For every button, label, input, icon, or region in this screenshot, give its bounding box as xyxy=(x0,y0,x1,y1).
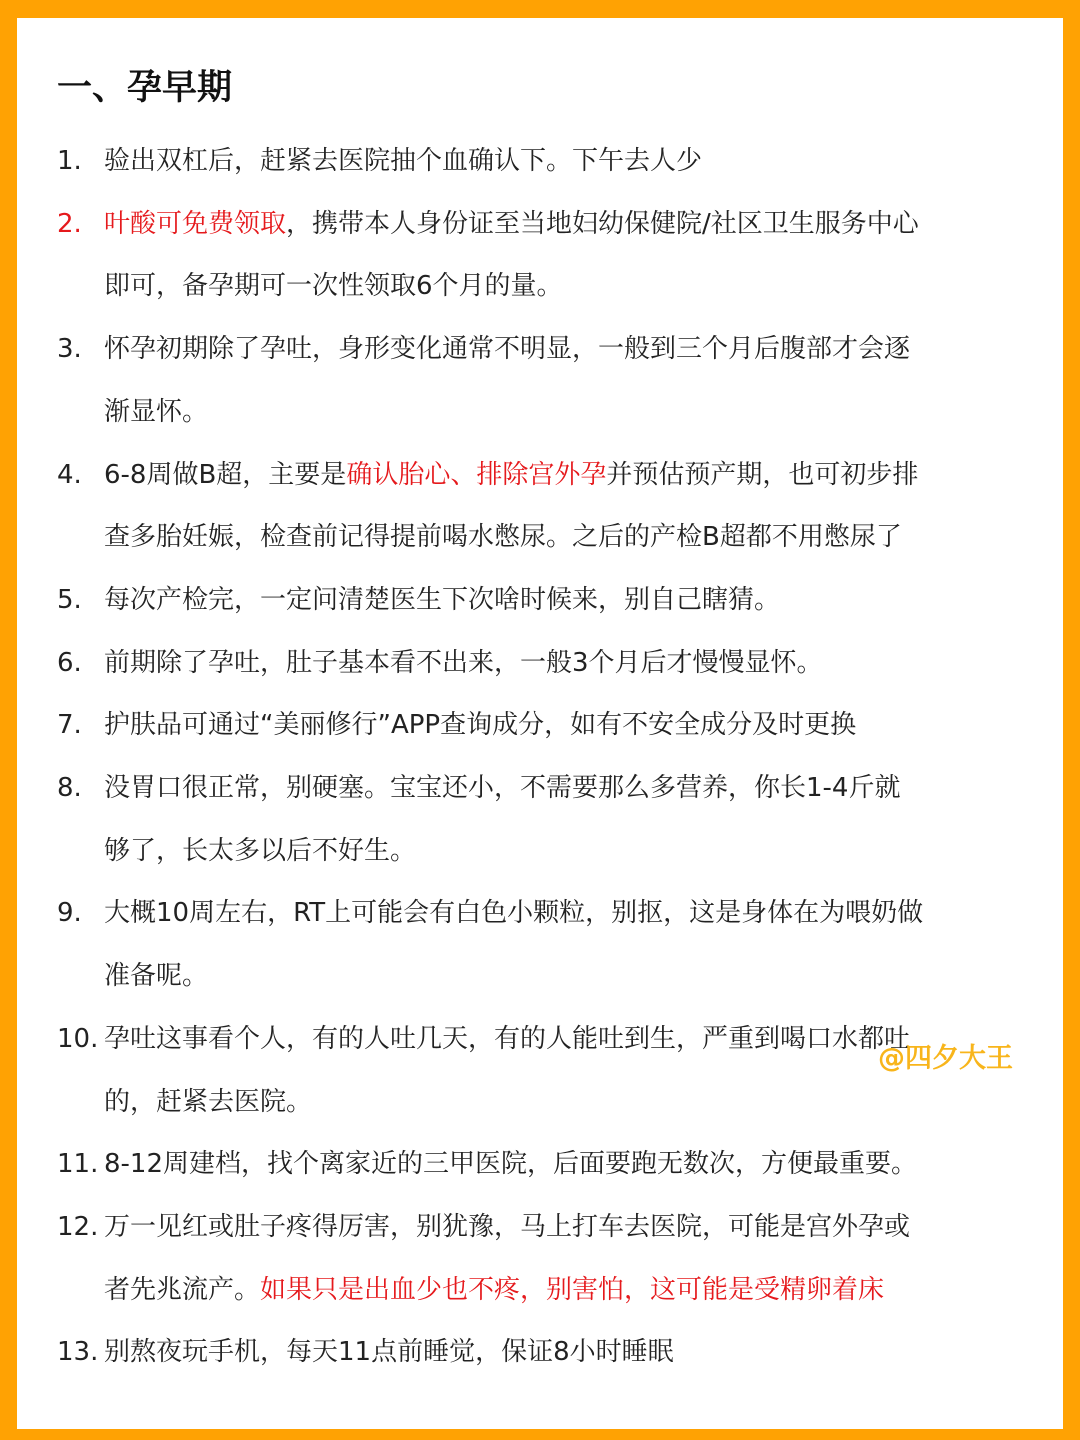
author-watermark: @四夕大王 xyxy=(878,1043,1013,1074)
body-text: 前期除了孕吐，肚子基本看不出来，一般3个月后才慢慢显怀。 xyxy=(104,647,823,678)
list-item-number: 7. xyxy=(57,710,82,741)
list-item-line xyxy=(104,381,208,443)
list-item-line xyxy=(104,820,416,882)
body-text: 怀孕初期除了孕吐，身形变化通常不明显，一般到三个月后腹部才会逐 xyxy=(104,334,911,365)
body-text: 8-12周建档，找个离家近的三甲医院，后面要跑无数次，方便最重要。 xyxy=(104,1149,918,1180)
section-heading: 一、孕早期 xyxy=(57,68,233,108)
list-item-line xyxy=(104,506,902,568)
body-text: 孕吐这事看个人，有的人吐几天，有的人能吐到生，严重到喝口水都吐 xyxy=(104,1023,911,1054)
list-item-number: 11. xyxy=(57,1149,99,1180)
list-item-number: 1. xyxy=(57,146,82,176)
list-item-line xyxy=(104,255,563,317)
list-item-line xyxy=(104,757,900,819)
list-item-line xyxy=(104,444,918,506)
list-item-line xyxy=(104,882,923,944)
list-item-number: 6. xyxy=(57,647,82,678)
list-item-number: 10. xyxy=(57,1023,99,1054)
list-item-number: 9. xyxy=(57,898,82,929)
body-text: 6-8周做B超，主要是 xyxy=(104,459,347,490)
list-item-line xyxy=(104,318,910,380)
list-item-number: 4. xyxy=(57,459,82,490)
list-item-number: 13. xyxy=(57,1337,99,1368)
body-text: 准备呢。 xyxy=(104,961,209,992)
list-item-line xyxy=(104,1071,312,1133)
list-item-number: 8. xyxy=(57,773,82,803)
body-text: 并预估预产期，也可初步排 xyxy=(606,459,919,490)
list-item-line xyxy=(104,632,823,694)
body-text: 查多胎妊娠，检查前记得提前喝水憋尿。之后的产检B超都不用憋尿了 xyxy=(104,522,902,553)
body-text: 护肤品可通过“美丽修行”APP查询成分，如有不安全成分及时更换 xyxy=(104,710,857,741)
list-item-number: 3. xyxy=(57,334,82,365)
highlighted-text: 叶酸可免费领取 xyxy=(104,208,287,239)
list-item-line xyxy=(104,1008,910,1070)
list-item-line xyxy=(104,1321,674,1383)
body-text: 的，赶紧去医院。 xyxy=(104,1086,313,1117)
body-text: 每次产检完，一定问清楚医生下次啥时候来，别自己瞎猜。 xyxy=(104,584,781,615)
body-text: 够了，长太多以后不好生。 xyxy=(104,835,417,866)
list-item-line xyxy=(104,1196,910,1258)
list-item-line xyxy=(104,1259,884,1321)
list-item-line xyxy=(104,694,856,756)
highlighted-text: 确认胎心、排除宫外孕 xyxy=(346,459,607,490)
list-item-line xyxy=(104,569,780,631)
body-text: 者先兆流产。 xyxy=(104,1274,261,1305)
list-item-number: 5. xyxy=(57,584,82,615)
list-item-line xyxy=(104,193,919,255)
body-text: 渐显怀。 xyxy=(104,396,209,427)
list-item-line xyxy=(104,945,208,1007)
body-text: 万一见红或肚子疼得厉害，别犹豫，马上打车去医院，可能是宫外孕或 xyxy=(104,1211,911,1242)
body-text: 大概10周左右，RT上可能会有白色小颗粒，别抠，这是身体在为喂奶做 xyxy=(104,898,924,929)
list-item-number: 12. xyxy=(57,1211,99,1242)
list-item-line xyxy=(104,130,702,192)
body-text: 别熬夜玩手机，每天11点前睡觉，保证8小时睡眠 xyxy=(104,1337,674,1368)
list-item-number: 2. xyxy=(57,208,82,239)
highlighted-text: 如果只是出血少也不疼，别害怕，这可能是受精卵着床 xyxy=(260,1274,885,1305)
body-text: 验出双杠后，赶紧去医院抽个血确认下。下午去人少 xyxy=(104,146,703,176)
body-text: ，携带本人身份证至当地妇幼保健院/社区卫生服务中心 xyxy=(286,208,919,239)
list-item-line xyxy=(104,1133,917,1195)
body-text: 即可，备孕期可一次性领取6个月的量。 xyxy=(104,271,563,302)
body-text: 没胃口很正常，别硬塞。宝宝还小，不需要那么多营养，你长1-4斤就 xyxy=(104,773,901,803)
